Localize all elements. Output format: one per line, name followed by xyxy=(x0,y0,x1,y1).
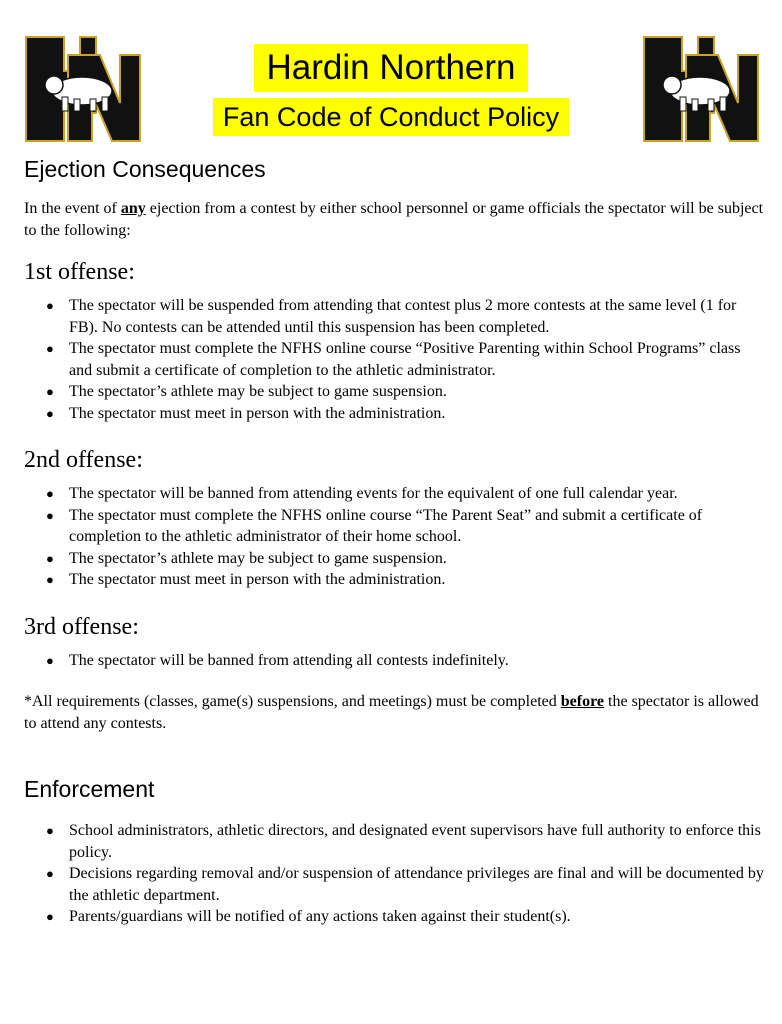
ejection-heading: Ejection Consequences xyxy=(24,156,266,182)
offense-1-heading: 1st offense: xyxy=(24,259,135,285)
list-item: ● The spectator must meet in person with the administration. xyxy=(24,569,764,591)
enforcement-list xyxy=(24,820,764,928)
page-subtitle: Fan Code of Conduct Policy xyxy=(213,98,569,136)
hn-logo-left xyxy=(24,33,142,144)
offense-2-list xyxy=(24,483,764,591)
list-item: ● The spectator will be suspended from attending that contest plus 2 more contests at the same level (1 for FB). No contests can be attended until this suspension has been completed. xyxy=(24,295,764,338)
list-item: ● The spectator’s athlete may be subject to game suspension. xyxy=(24,548,764,570)
enforcement-heading: Enforcement xyxy=(24,776,155,802)
offense-3-list xyxy=(24,650,764,672)
offense-1-list xyxy=(24,295,764,424)
list-item: ● The spectator will be banned from attending all contests indefinitely. xyxy=(24,650,764,672)
page-title: Hardin Northern xyxy=(254,44,528,92)
offense-2-heading: 2nd offense: xyxy=(24,447,143,473)
hn-logo-right xyxy=(642,33,760,144)
list-item: ● Parents/guardians will be notified of any actions taken against their student(s). xyxy=(24,906,764,928)
requirements-note: *All requirements (classes, game(s) suspensions, and meetings) must be completed before the spectator is allowed to attend any contests. xyxy=(24,693,759,732)
list-item: ● Decisions regarding removal and/or suspension of attendance privileges are final and will be documented by the athletic department. xyxy=(24,863,764,906)
document-body xyxy=(24,150,764,928)
emphasis-before: before xyxy=(560,693,605,710)
list-item: ● The spectator must complete the NFHS online course “Positive Parenting within School Programs” class and submit a certificate of completion to the athletic administrator. xyxy=(24,338,764,381)
offense-3-heading: 3rd offense: xyxy=(24,613,139,640)
list-item: ● The spectator will be banned from attending events for the equivalent of one full calendar year. xyxy=(24,483,764,505)
list-item: ● School administrators, athletic directors, and designated event supervisors have full authority to enforce this policy. xyxy=(24,820,764,863)
list-item: ● The spectator must complete the NFHS online course “The Parent Seat” and submit a certificate of completion to the athletic administrator of their home school. xyxy=(24,505,764,548)
list-item: ● The spectator’s athlete may be subject to game suspension. xyxy=(24,381,764,403)
list-item: ● The spectator must meet in person with the administration. xyxy=(24,403,764,425)
emphasis-any: any xyxy=(120,200,146,217)
ejection-intro: In the event of any ejection from a contest by either school personnel or game officials the spectator will be subject to the following: xyxy=(24,200,764,239)
